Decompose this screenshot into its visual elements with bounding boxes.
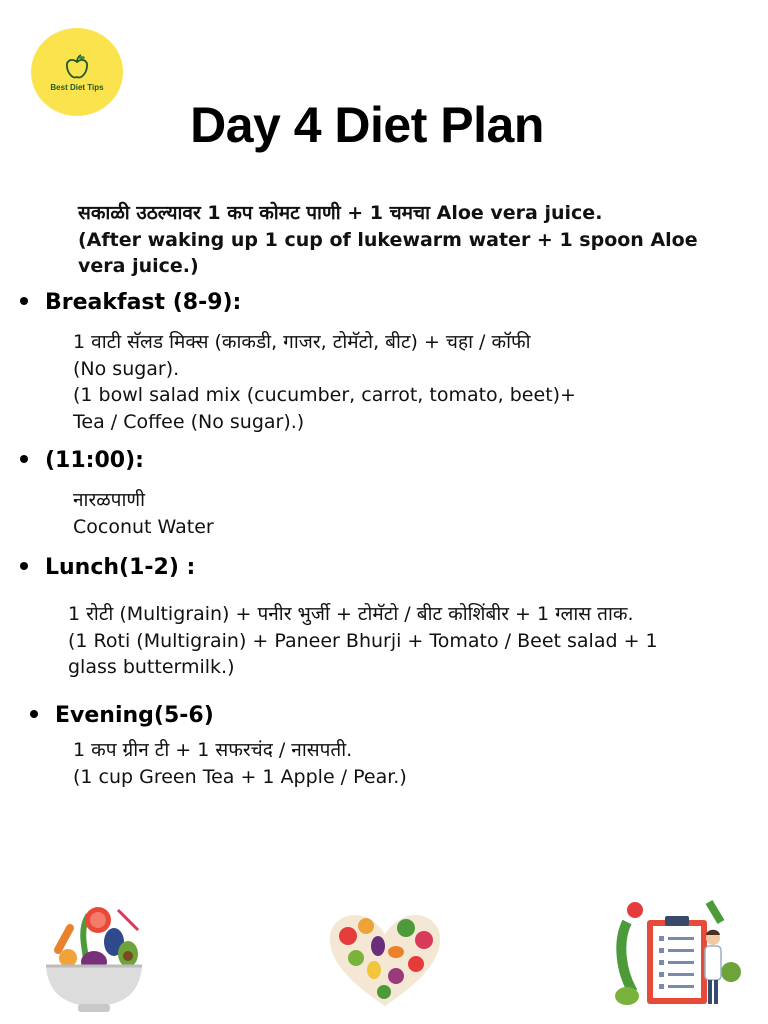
section-lunch-text [68,601,658,681]
diet-clipboard-icon [613,892,743,1010]
intro-line: (After waking up 1 cup of lukewarm water + 1 spoon Aloe [78,228,698,251]
bullet-icon [20,297,28,305]
section-heading-breakfast: Breakfast (8-9): [20,290,241,315]
section-line: (1 Roti (Multigrain) + Paneer Bhurji + Tomato / Beet salad + 1 [68,629,658,652]
salad-bowl-icon [40,898,148,1018]
section-heading-evening: Evening(5-6) [30,703,214,728]
logo-text: Best Diet Tips [50,82,104,92]
section-heading-snack: (11:00): [20,448,144,473]
section-heading-lunch: Lunch(1-2) : [20,555,195,580]
intro-text [78,200,698,280]
section-line: glass buttermilk.) [68,656,235,678]
intro-line: vera juice.) [78,255,199,277]
page-title: Day 4 Diet Plan [190,97,544,153]
section-line: Coconut Water [73,515,214,538]
section-line: 1 कप ग्रीन टी + 1 सफरचंद / नासपती. [73,739,353,761]
section-line: (1 cup Green Tea + 1 Apple / Pear.) [73,765,407,788]
section-line: 1 वाटी सॅलड मिक्स (काकडी, गाजर, टोमॅटो, बीट) + चहा / कॉफी [73,331,531,353]
section-line: 1 रोटी (Multigrain) + पनीर भुर्जी + टोमॅटो / बीट कोशिंबीर + 1 ग्लास ताक. [68,603,634,625]
bullet-icon [20,562,28,570]
apple-icon [64,53,90,81]
section-snack-text [73,487,214,540]
bullet-icon [30,710,38,718]
section-breakfast-text [73,329,576,435]
bullet-icon [20,455,28,463]
vegetable-heart-icon [326,910,444,1010]
intro-line: सकाळी उठल्यावर 1 कप कोमट पाणी + 1 चमचा Aloe vera juice. [78,202,603,224]
section-line: नारळपाणी [73,489,146,511]
section-line: Tea / Coffee (No sugar).) [73,410,305,433]
section-line: (1 bowl salad mix (cucumber, carrot, tomato, beet)+ [73,384,576,406]
section-line: (No sugar). [73,357,180,380]
section-evening-text [73,737,407,790]
